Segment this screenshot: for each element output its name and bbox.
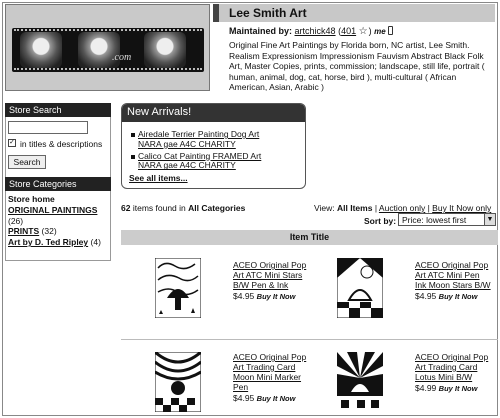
new-arrivals-box bbox=[121, 103, 306, 189]
results-category: All Categories bbox=[188, 203, 246, 213]
new-arrival-link[interactable]: Calico Cat Painting FRAMED Art bbox=[138, 150, 262, 161]
view-filter: View: All Items | Auction only | Buy It Now only bbox=[314, 203, 492, 213]
item-title-link[interactable]: ACEO Original Pop Art ATC Mini Stars B/W Pen & Ink bbox=[233, 260, 307, 290]
item-title-column-header: Item Title bbox=[121, 230, 498, 245]
me-icon[interactable]: me bbox=[374, 27, 386, 36]
listing-item bbox=[415, 260, 493, 302]
item-price: $4.99 bbox=[415, 383, 437, 393]
category-count: (32) bbox=[41, 226, 57, 237]
category-link[interactable]: Art by D. Ted Ripley bbox=[8, 237, 89, 248]
listing-item bbox=[415, 352, 493, 394]
feedback-close: ) bbox=[368, 26, 372, 36]
titles-descriptions-checkbox[interactable]: ✓ bbox=[9, 139, 15, 146]
new-arrival-link[interactable]: NARA gae A4C CHARITY bbox=[138, 160, 236, 171]
results-found-text: items found in bbox=[132, 203, 186, 213]
results-count bbox=[121, 203, 245, 213]
item-title-link[interactable]: ACEO Original Pop Art Trading Card Moon Mini Marker Pen bbox=[233, 352, 307, 392]
category-item bbox=[8, 205, 112, 227]
list-item bbox=[131, 130, 305, 150]
store-title-bar bbox=[213, 4, 495, 22]
star-icon[interactable]: ☆ bbox=[358, 26, 368, 37]
portrait-photo bbox=[144, 32, 186, 68]
buy-it-now-icon: Buy It Now bbox=[438, 384, 478, 393]
store-banner bbox=[5, 4, 210, 91]
item-thumbnail[interactable] bbox=[155, 258, 201, 318]
item-title-link[interactable]: ACEO Original Pop Art Trading Card Lotus Mini B/W bbox=[415, 352, 489, 382]
buy-it-now-icon: Buy It Now bbox=[256, 394, 296, 403]
item-thumbnail[interactable] bbox=[337, 352, 383, 412]
phone-icon[interactable] bbox=[388, 26, 393, 35]
sort-label: Sort by: bbox=[364, 216, 397, 226]
store-search-heading: Store Search bbox=[5, 103, 111, 117]
seller-link[interactable]: artchick48 bbox=[294, 26, 336, 36]
buy-it-now-icon: Buy It Now bbox=[256, 292, 296, 301]
filmstrip-logo bbox=[12, 28, 204, 72]
list-item bbox=[131, 152, 305, 172]
banner-watermark: .com bbox=[112, 52, 132, 63]
checkbox-label: in titles & descriptions bbox=[20, 139, 103, 149]
item-price: $4.95 bbox=[415, 291, 437, 301]
sort-value: Price: lowest first bbox=[402, 215, 467, 225]
category-count: (4) bbox=[90, 237, 101, 248]
category-link[interactable]: PRINTS bbox=[8, 226, 40, 237]
view-buy-it-now-only[interactable]: Buy It Now only bbox=[432, 203, 492, 213]
maintained-by bbox=[229, 26, 393, 37]
store-title: Lee Smith Art bbox=[229, 6, 307, 20]
category-item bbox=[8, 237, 112, 248]
store-categories-heading: Store Categories bbox=[5, 177, 111, 191]
view-auction-only[interactable]: Auction only bbox=[378, 203, 426, 213]
new-arrival-link[interactable]: Airedale Terrier Painting Dog Art bbox=[138, 129, 260, 139]
portrait-photo bbox=[20, 32, 62, 68]
store-search-input[interactable] bbox=[8, 121, 88, 134]
maintained-by-label: Maintained by: bbox=[229, 26, 293, 36]
row-divider bbox=[121, 339, 498, 340]
see-all-items-link[interactable]: See all items... bbox=[129, 173, 188, 184]
results-count-number: 62 bbox=[121, 203, 131, 213]
search-button[interactable]: Search bbox=[8, 155, 46, 169]
category-item bbox=[8, 226, 112, 237]
feedback-open: ( bbox=[338, 26, 342, 36]
view-label: View: bbox=[314, 203, 335, 213]
new-arrivals-heading: New Arrivals! bbox=[122, 104, 305, 122]
buy-it-now-icon: Buy It Now bbox=[438, 292, 478, 301]
listing-item bbox=[233, 260, 311, 302]
new-arrival-link[interactable]: NARA gae A4C CHARITY bbox=[138, 138, 236, 149]
new-arrivals-list bbox=[122, 122, 305, 171]
category-list bbox=[8, 194, 112, 248]
item-price: $4.95 bbox=[233, 291, 255, 301]
listing-item bbox=[233, 352, 311, 404]
feedback-score-link[interactable]: 401 bbox=[341, 26, 357, 36]
view-all-items[interactable]: All Items bbox=[337, 203, 373, 213]
item-title-link[interactable]: ACEO Original Pop Art ATC Mini Pen Ink Moon Stars B/W bbox=[415, 260, 491, 290]
item-thumbnail[interactable] bbox=[337, 258, 383, 318]
item-price: $4.95 bbox=[233, 393, 255, 403]
category-count: (26) bbox=[8, 215, 24, 226]
store-home-link[interactable]: Store home bbox=[8, 194, 55, 204]
category-link[interactable]: ORIGINAL PAINTINGS bbox=[8, 204, 98, 215]
item-thumbnail[interactable] bbox=[155, 352, 201, 412]
dropdown-arrow-icon[interactable]: ▼ bbox=[484, 214, 495, 225]
sort-select[interactable] bbox=[398, 213, 496, 226]
store-description: Original Fine Art Paintings by Florida born, NC artist, Lee Smith. Realism Expressionism Impressionism Fauvism Abstract Black Folk Art, Master Copies, prints, commission; landscape, still life, portrait ( human, animal, dog, cat, horse, bird ), multi-cultural ( African American, Asian, Arabic ) bbox=[229, 40, 485, 93]
